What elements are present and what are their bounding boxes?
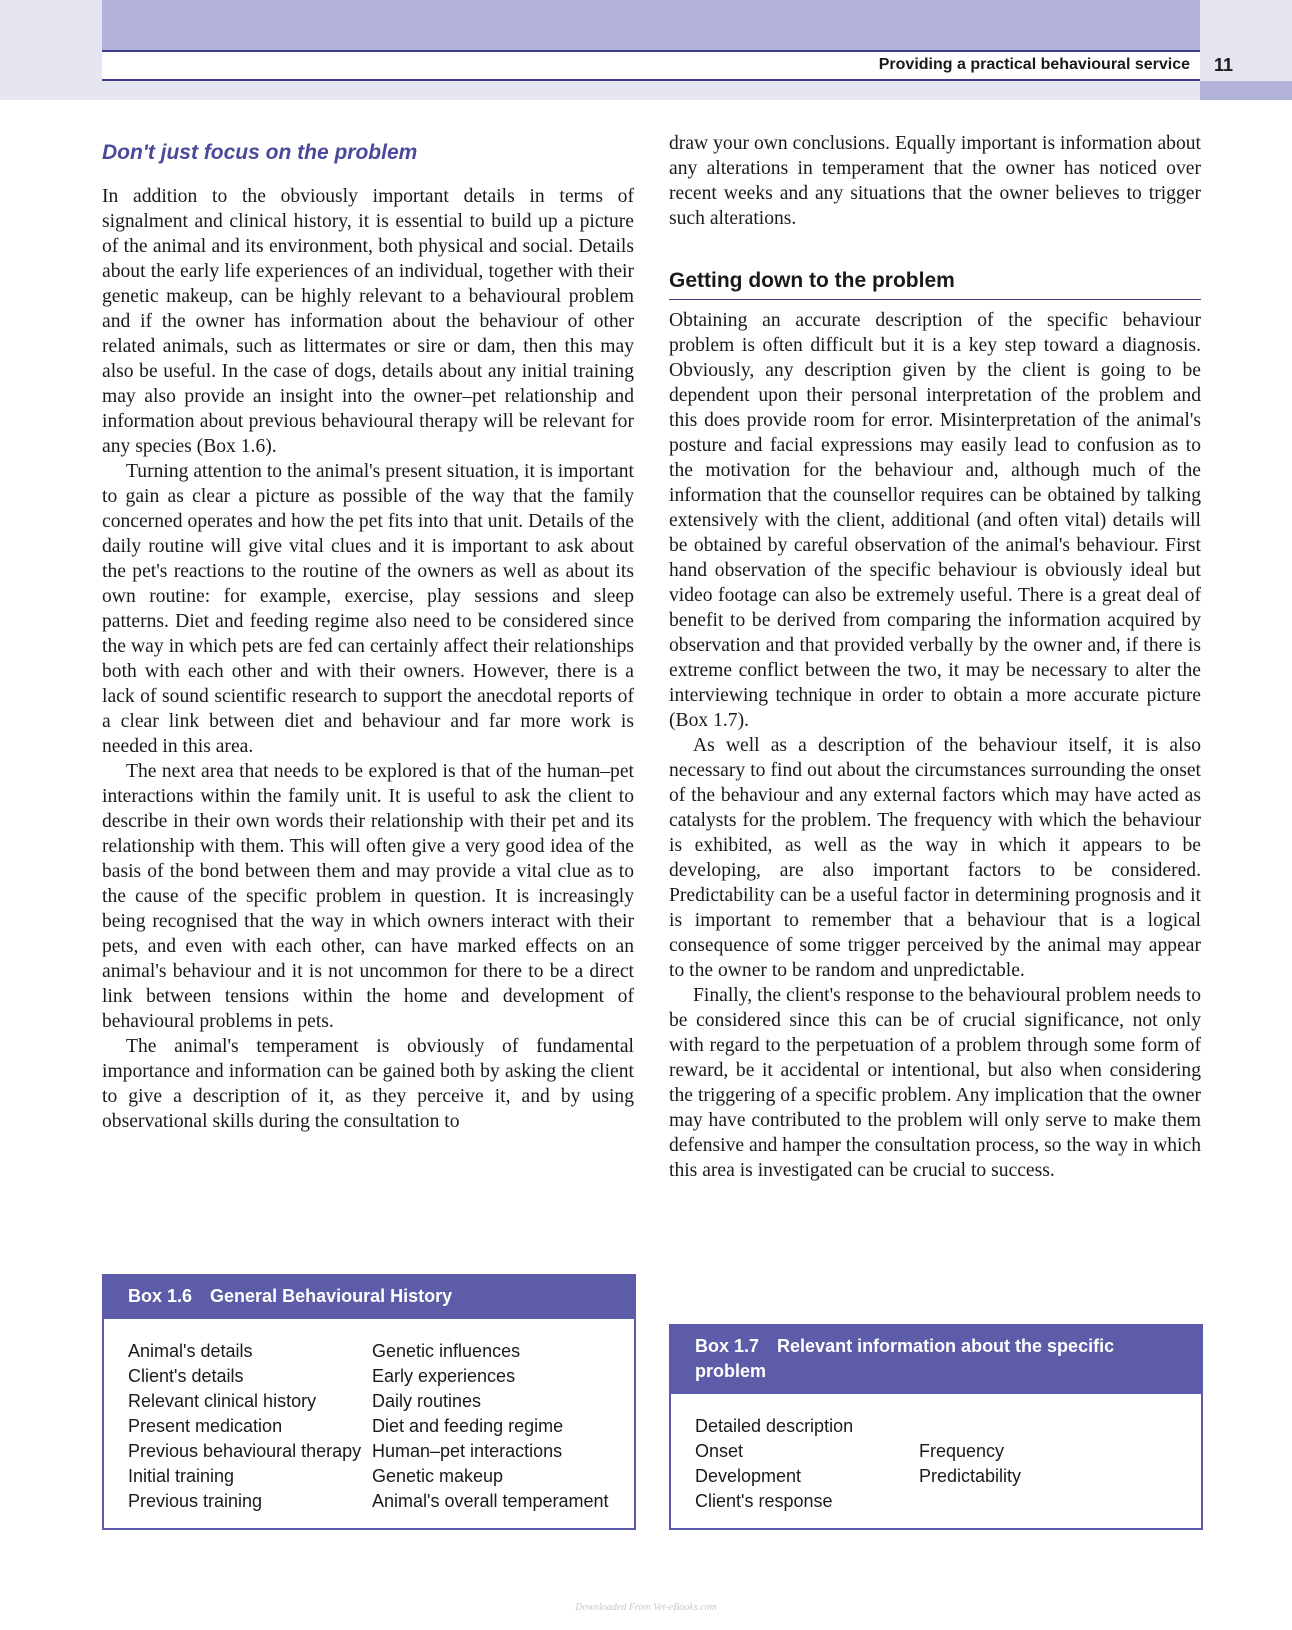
- box-number: Box 1.6: [128, 1286, 193, 1306]
- list-item: Detailed description: [695, 1416, 854, 1436]
- list-item: Previous training: [128, 1491, 263, 1511]
- header-margin-left: [0, 0, 102, 100]
- box-list-left: [695, 1414, 853, 1514]
- box-title: Relevant information about the specific problem: [695, 1336, 1115, 1381]
- page-number: 11: [1214, 55, 1234, 75]
- box-specific-problem-info: [669, 1324, 1203, 1530]
- box-title: General Behavioural History: [210, 1286, 453, 1306]
- right-column: [669, 131, 1201, 1183]
- box-list-right: [919, 1439, 1021, 1489]
- list-item: Animal's details: [128, 1341, 253, 1361]
- paragraph-continued: draw your own conclusions. Equally important is information about any alterations in temperament that the owner has noticed over recent weeks and any situations that the owner believes to trigger such alterations.: [669, 133, 1201, 229]
- list-item: Client's details: [128, 1366, 244, 1386]
- list-item: Animal's overall temperament: [372, 1491, 609, 1511]
- list-item: Daily routines: [372, 1391, 482, 1411]
- paragraph: The next area that needs to be explored is that of the human–pet interactions within the family unit. It is useful to ask the client to describe in their own words their relationship with their pet and its relationship with them. This will often give a very good idea of the basis of the bond between them and may provide a vital clue as to the cause of the specific problem in question. It is increasingly being recognised that the way in which owners interact with their pets, and even with each other, can have marked effects on an animal's behaviour and it is not uncommon for there to be a direct link between tensions within the home and development of behavioural problems in pets.: [102, 761, 634, 1032]
- list-item: Genetic makeup: [372, 1466, 504, 1486]
- list-item: Present medication: [128, 1416, 283, 1436]
- section-heading: Getting down to the problem: [669, 267, 1201, 300]
- footer-credit: Downloaded From Vet-eBooks.com: [575, 1602, 717, 1613]
- paragraph: Obtaining an accurate description of the specific behaviour problem is often difficult but it is a key step toward a diagnosis. Obviously, any description given by the client is going to be dependent upon their personal interpretation of the problem and this does provide room for error. Misinterpretation of the animal's posture and facial expressions may easily lead to confusion as to the motivation for the behaviour and, although much of the information that the counsellor requires can be obtained by talking extensively with the client, additional (and often vital) details will be obtained by careful observation of the animal's behaviour. First hand observation of the specific behaviour is obviously ideal but video footage can also be extremely useful. There is a great deal of benefit to be derived from comparing the information acquired by observation and that provided verbally by the owner and, if there is extreme conflict between the two, it may be necessary to alter the interviewing technique in order to obtain a more accurate picture (Box 1.7).: [669, 310, 1201, 731]
- box-number: Box 1.7: [695, 1336, 760, 1356]
- paragraph: As well as a description of the behaviour itself, it is also necessary to find out about the circumstances surrounding the onset of the behaviour and any external factors which may have acted as catalysts for the problem. The frequency with which the behaviour is exhibited, as well as the way in which it appears to be developing, are also important factors to be considered. Predictability can be a useful factor in determining prognosis and it is important to remember that a behaviour that is a logical consequence of some trigger perceived by the animal may appear to the owner to be random and unpredictable.: [669, 735, 1201, 981]
- list-item: Diet and feeding regime: [372, 1416, 564, 1436]
- running-head: Providing a practical behavioural service: [878, 56, 1190, 73]
- list-item: Predictability: [919, 1466, 1022, 1486]
- list-item: Client's response: [695, 1491, 833, 1511]
- list-item: Onset: [695, 1441, 744, 1461]
- box-general-behavioural-history: [102, 1274, 636, 1530]
- box-header: [104, 1276, 634, 1319]
- box-header: [671, 1326, 1201, 1394]
- box-body: [671, 1394, 1201, 1511]
- list-item: Development: [695, 1466, 802, 1486]
- list-item: Relevant clinical history: [128, 1391, 317, 1411]
- paragraph: Turning attention to the animal's present situation, it is important to gain as clear a picture as possible of the way that the family concerned operates and how the pet fits into that unit. Details of the daily routine will give vital clues and it is important to ask about the pet's reactions to the routine of the owners as well as about its own routine: for example, exercise, play sessions and sleep patterns. Diet and feeding regime also need to be considered since the way in which pets are fed can certainly affect their relationships both with each other and with their owners. However, there is a lack of sound scientific research to support the anecdotal reports of a clear link between diet and behaviour and far more work is needed in this area.: [102, 461, 634, 757]
- list-item: Early experiences: [372, 1366, 516, 1386]
- box-list-right: [372, 1339, 609, 1514]
- box-list-left: [128, 1339, 361, 1514]
- list-item: Initial training: [128, 1466, 235, 1486]
- list-item: Human–pet interactions: [372, 1441, 563, 1461]
- paragraph: In addition to the obviously important details in terms of signalment and clinical history, it is essential to build up a picture of the animal and its environment, both physical and social. Details about the early life experiences of an individual, together with their genetic makeup, can be highly relevant to a behavioural problem and if the owner has information about the behaviour of other related animals, such as littermates or sire or dam, then this may also be useful. In the case of dogs, details about any initial training may also provide an insight into the owner–pet relationship and information about previous behavioural therapy will be relevant for any species (Box 1.6).: [102, 186, 634, 457]
- paragraph: The animal's temperament is obviously of fundamental importance and information can be gained both by asking the client to give a description of it, as they perceive it, and by using observational skills during the consultation to: [102, 1036, 634, 1132]
- list-item: Frequency: [919, 1441, 1005, 1461]
- header-band: [102, 0, 1200, 50]
- list-item: Previous behavioural therapy: [128, 1441, 362, 1461]
- header-band-bottom: [102, 81, 1200, 100]
- page-number-tab: [1200, 81, 1292, 100]
- list-item: Genetic influences: [372, 1341, 521, 1361]
- left-column: [102, 140, 634, 1134]
- box-body: [104, 1319, 634, 1511]
- paragraph: Finally, the client's response to the behavioural problem needs to be considered since this can be of crucial significance, not only with regard to the perpetuation of a problem through some form of reward, be it accidental or intentional, but also when considering the triggering of a specific problem. Any implication that the owner may have contributed to the problem will only serve to make them defensive and hamper the consultation process, so the way in which this area is investigated can be crucial to success.: [669, 985, 1201, 1181]
- subhead: Don't just focus on the problem: [102, 141, 418, 164]
